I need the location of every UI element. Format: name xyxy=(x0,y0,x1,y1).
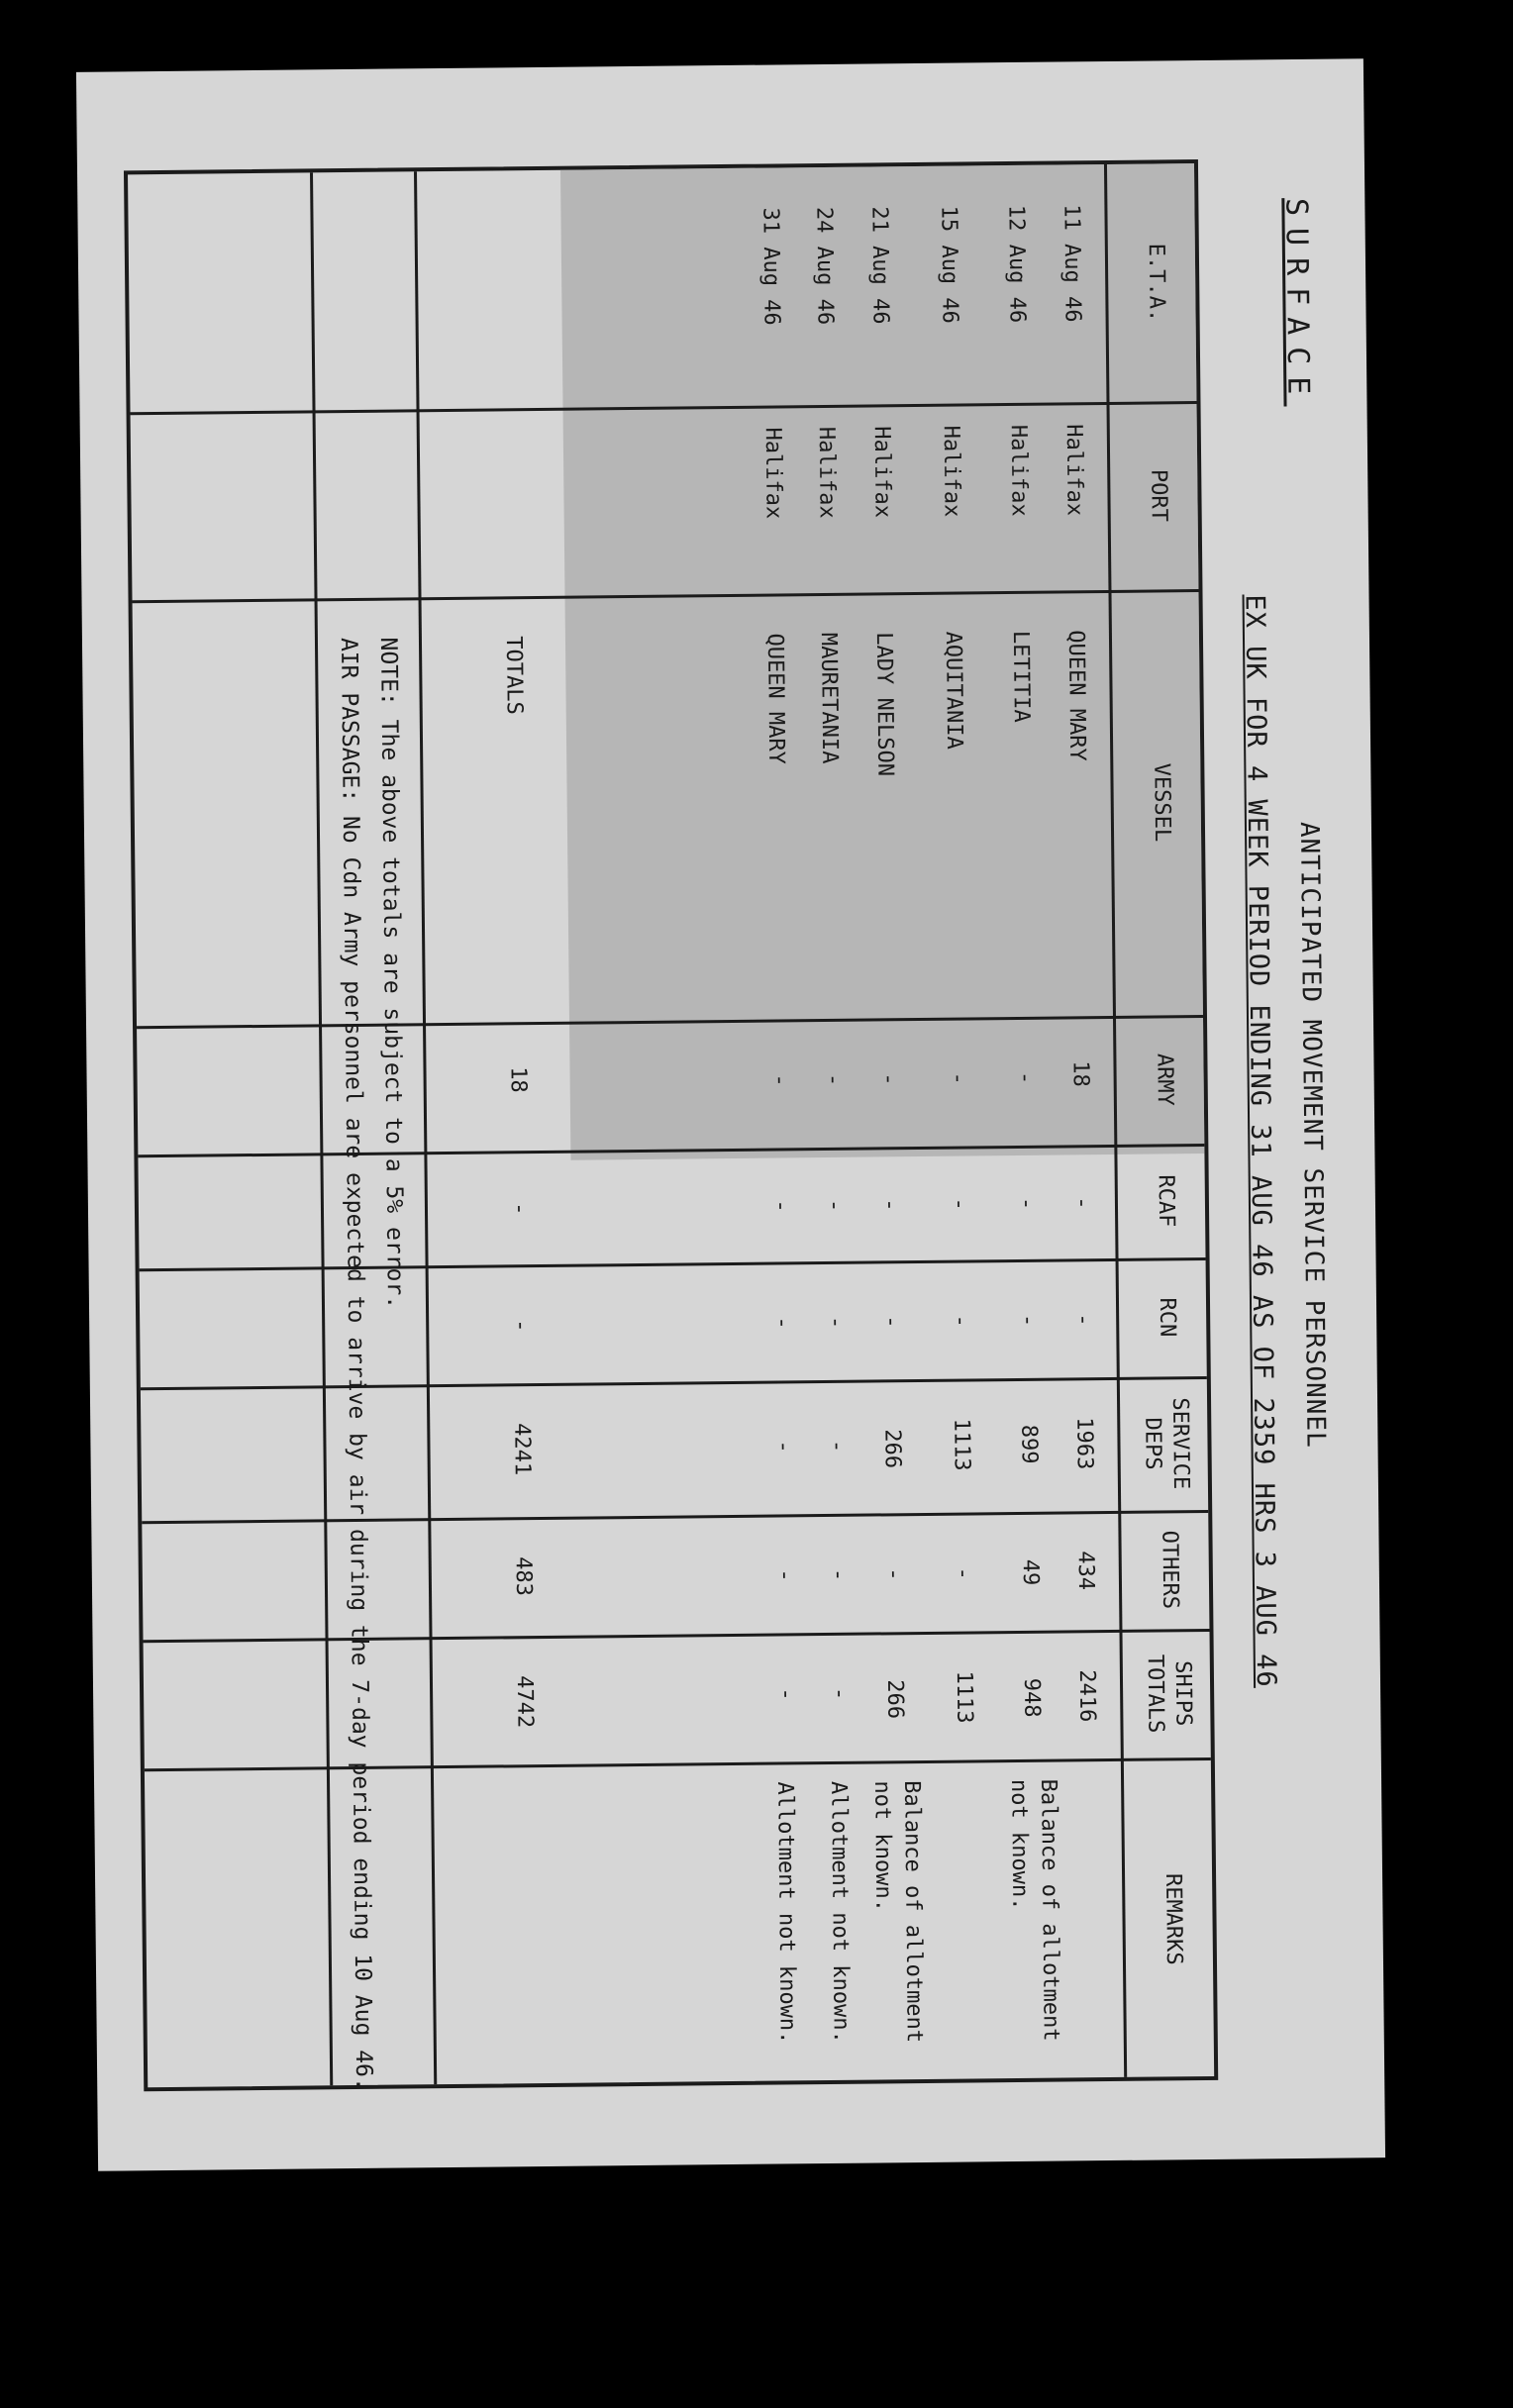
row3-rcn: - xyxy=(948,1314,973,1328)
row4-rcn: - xyxy=(878,1315,904,1329)
row4-army: - xyxy=(875,1072,901,1086)
row2-deps: 899 xyxy=(1016,1424,1042,1464)
row2-totals: 948 xyxy=(1018,1677,1045,1718)
row6-remarks: Allotment not known. xyxy=(772,1781,800,2045)
row5-rcn: - xyxy=(823,1315,849,1330)
row2-army: - xyxy=(1012,1070,1038,1085)
row5-deps: - xyxy=(824,1439,850,1454)
totals-ships: 4742 xyxy=(511,1675,538,1729)
row2-remarks: Balance of allotment not known. xyxy=(1006,1778,1063,2042)
header-rcaf: RCAF xyxy=(1153,1174,1179,1228)
totals-label: TOTALS xyxy=(500,636,527,715)
row6-army: - xyxy=(766,1073,792,1087)
document-page xyxy=(76,58,1385,2170)
row3-port: Halifax xyxy=(938,425,964,518)
row1-deps: 1963 xyxy=(1071,1417,1097,1470)
header-army: ARMY xyxy=(1152,1053,1177,1107)
row4-others: - xyxy=(880,1567,906,1581)
row5-totals: - xyxy=(827,1686,853,1701)
row1-army: 18 xyxy=(1067,1060,1093,1087)
row1-vessel: QUEEN MARY xyxy=(1062,630,1090,761)
totals-army: 18 xyxy=(505,1066,531,1093)
row1-others: 434 xyxy=(1072,1551,1099,1591)
row1-port: Halifax xyxy=(1060,424,1087,517)
totals-others: 483 xyxy=(510,1556,537,1597)
row4-port: Halifax xyxy=(868,426,895,519)
header-ships-totals: SHIPS TOTALS xyxy=(1142,1654,1196,1734)
row6-rcaf: - xyxy=(767,1199,794,1213)
row5-vessel: MAURETANIA xyxy=(815,632,843,764)
row3-rcaf: - xyxy=(946,1197,972,1211)
row3-others: - xyxy=(950,1566,975,1580)
row6-port: Halifax xyxy=(759,427,786,520)
row5-army: - xyxy=(820,1072,846,1087)
totals-rcn: - xyxy=(508,1319,534,1333)
header-rcn: RCN xyxy=(1154,1297,1180,1338)
header-port: PORT xyxy=(1146,468,1171,523)
header-others: OTHERS xyxy=(1157,1530,1183,1610)
row2-rcaf: - xyxy=(1013,1196,1040,1211)
row3-totals: 1113 xyxy=(951,1670,977,1724)
row2-eta: 12 Aug 46 xyxy=(1003,204,1030,324)
movement-table xyxy=(124,159,1218,2091)
row4-remarks: Balance of allotment not known. xyxy=(869,1779,927,2044)
row6-deps: - xyxy=(770,1440,796,1454)
note-error: NOTE: The above totals are subject to a 5% error. xyxy=(374,637,409,1310)
row3-army: - xyxy=(945,1071,970,1085)
row4-eta: 21 Aug 46 xyxy=(866,206,893,325)
row5-port: Halifax xyxy=(813,426,840,519)
row5-eta: 24 Aug 46 xyxy=(811,206,838,326)
row3-eta: 15 Aug 46 xyxy=(936,205,962,324)
row2-port: Halifax xyxy=(1005,424,1032,517)
row4-totals: 266 xyxy=(881,1679,908,1720)
row1-rcaf: - xyxy=(1068,1196,1095,1210)
header-vessel: VESSEL xyxy=(1149,762,1175,843)
totals-deps: 4241 xyxy=(509,1423,535,1476)
row2-rcn: - xyxy=(1015,1313,1041,1328)
totals-rcaf: - xyxy=(506,1202,533,1216)
note-air-passage: AIR PASSAGE: No Cdn Army personnel are expected to arrive by air during the 7-day period ending 10 Aug 46. xyxy=(335,637,377,2091)
row2-others: 49 xyxy=(1017,1558,1043,1586)
header-service-deps: SERVICE DEPS xyxy=(1140,1397,1193,1490)
document-title: ANTICIPATED MOVEMENT SERVICE PERSONNEL xyxy=(1293,821,1331,1449)
row4-vessel: LADY NELSON xyxy=(870,632,898,777)
rotated-document xyxy=(76,58,1385,2170)
row1-eta: 11 Aug 46 xyxy=(1059,204,1085,323)
row5-others: - xyxy=(825,1567,851,1582)
header-eta: E.T.A. xyxy=(1143,243,1169,323)
row5-remarks: Allotment not known. xyxy=(826,1780,854,2044)
row6-eta: 31 Aug 46 xyxy=(757,207,784,326)
document-subtitle: EX UK FOR 4 WEEK PERIOD ENDING 31 AUG 46 AS OF 2359 HRS 3 AUG 46 xyxy=(1239,594,1282,1688)
row1-rcn: - xyxy=(1070,1313,1096,1327)
header-remarks: REMARKS xyxy=(1160,1872,1187,1965)
row6-totals: - xyxy=(773,1687,799,1701)
row1-totals: 2416 xyxy=(1073,1669,1100,1723)
row5-rcaf: - xyxy=(821,1198,848,1213)
section-label: SURFACE xyxy=(1278,197,1316,407)
row6-rcn: - xyxy=(769,1316,795,1330)
row4-deps: 266 xyxy=(879,1429,905,1469)
row6-others: - xyxy=(771,1568,797,1582)
row3-deps: 1113 xyxy=(949,1418,974,1471)
row2-vessel: LETITIA xyxy=(1007,630,1034,723)
row3-vessel: AQUITANIA xyxy=(940,631,967,750)
row6-vessel: QUEEN MARY xyxy=(761,633,789,765)
row4-rcaf: - xyxy=(876,1198,903,1212)
